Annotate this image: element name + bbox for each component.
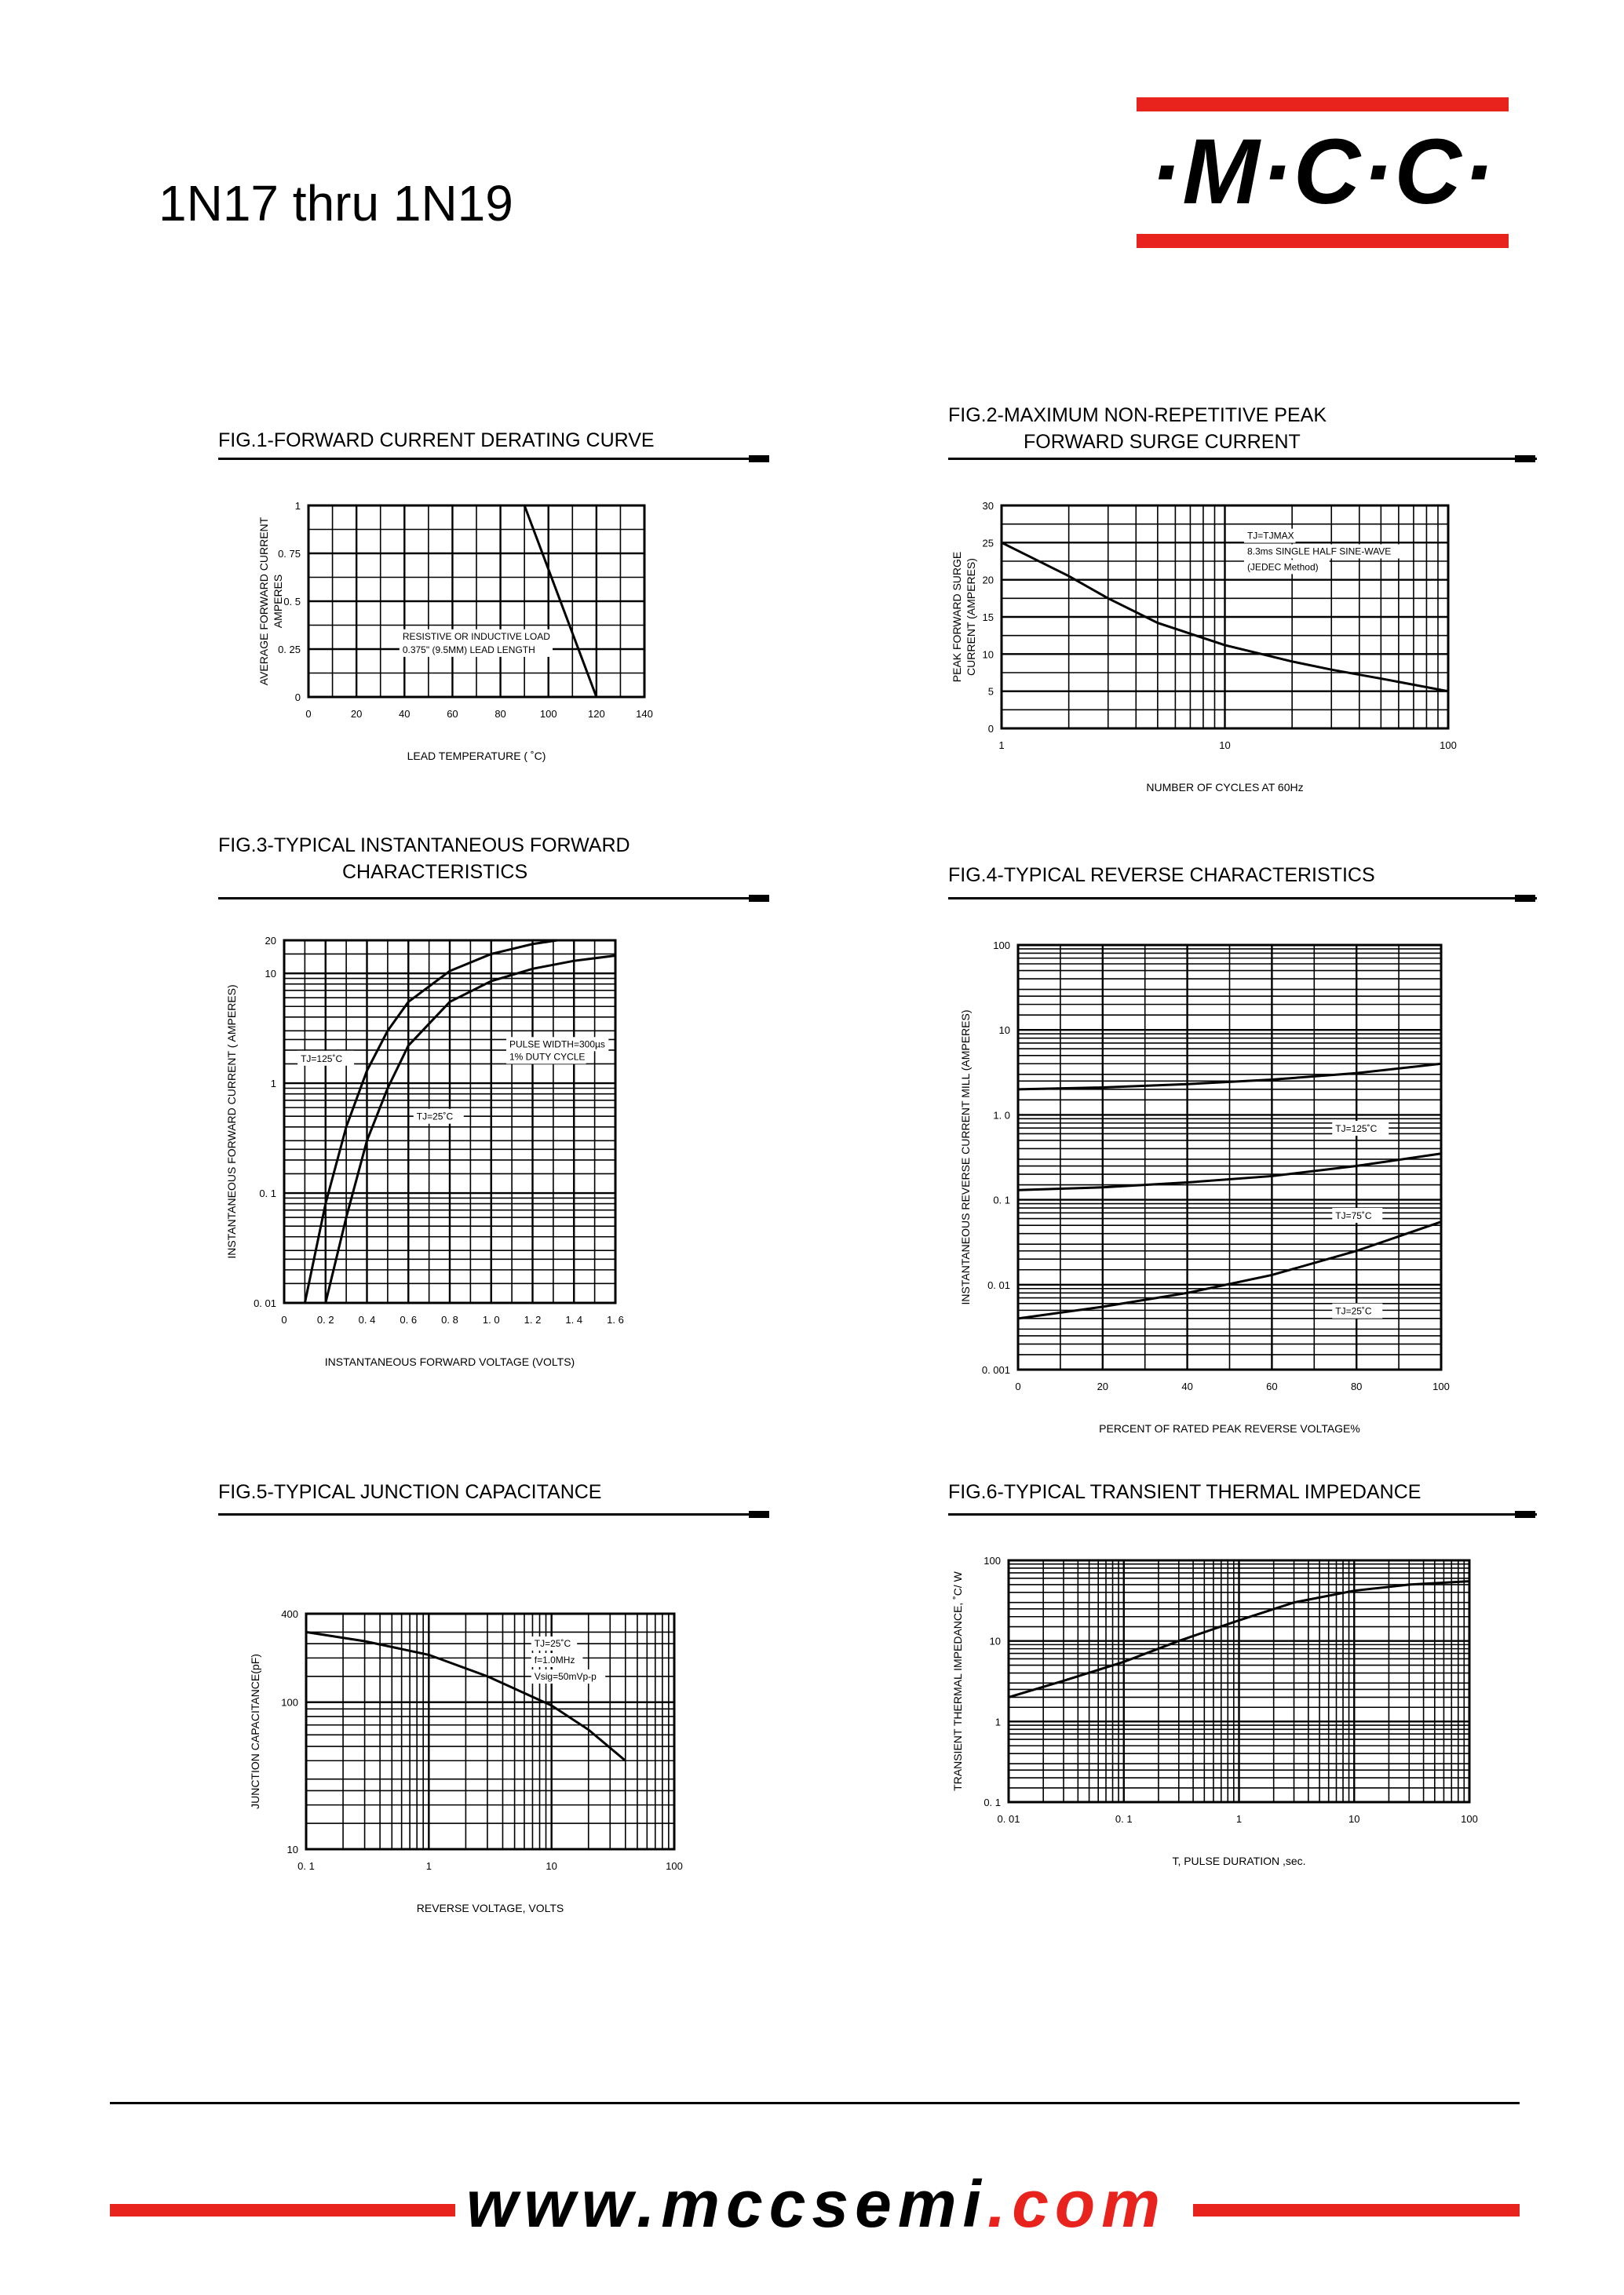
fig4-series-0-label: TJ=125˚C — [1335, 1123, 1378, 1135]
fig1-x-tick-label: 140 — [636, 708, 653, 720]
fig4-x-tick-label: 20 — [1097, 1381, 1109, 1392]
fig2-y-tick-label: 15 — [982, 611, 994, 623]
fig5-x-tick-label: 1 — [425, 1860, 432, 1872]
fig4-y-tick-label: 0. 1 — [993, 1194, 1010, 1206]
fig4-x-tick-label: 80 — [1350, 1381, 1363, 1392]
fig3-x-tick-label: 0. 8 — [441, 1314, 458, 1326]
footer-rule — [110, 2102, 1520, 2104]
fig3-rule — [218, 897, 769, 899]
fig4-x-tick-label: 0 — [1015, 1381, 1021, 1392]
fig3-x-tick-label: 0 — [281, 1314, 287, 1326]
fig2-annotation: 8.3ms SINGLE HALF SINE-WAVE — [1246, 545, 1392, 557]
fig5-x-tick-label: 10 — [546, 1860, 557, 1872]
fig1-x-axis-label: LEAD TEMPERATURE ( ˚C) — [407, 750, 546, 762]
fig5-annotation: TJ=25˚C — [534, 1638, 571, 1649]
fig4-y-tick-label: 0. 01 — [987, 1279, 1010, 1291]
fig6-y-tick-label: 10 — [989, 1635, 1001, 1647]
fig3-y-tick-label: 10 — [265, 968, 276, 980]
fig1-x-tick-label: 20 — [350, 708, 363, 720]
fig1-rule — [218, 458, 769, 460]
fig1-tab — [749, 455, 769, 462]
fig3-series-0-label: TJ=125˚C — [301, 1053, 343, 1064]
fig1-x-tick-label: 80 — [494, 708, 506, 720]
fig1-chart — [196, 487, 808, 832]
fig1-y-tick-label: 0. 75 — [278, 548, 301, 560]
logo-top-bar — [1137, 97, 1509, 111]
fig4-x-tick-label: 40 — [1181, 1381, 1193, 1392]
fig6-x-tick-label: 100 — [1461, 1813, 1478, 1825]
fig3-tab — [749, 895, 769, 902]
fig1-y-tick-label: 0 — [294, 691, 301, 703]
fig5-y-tick-label: 10 — [286, 1844, 298, 1855]
fig3-y-tick-label: 0. 01 — [254, 1297, 276, 1309]
fig2-annotation: TJ=TJMAX — [1246, 530, 1294, 542]
fig6-rule — [948, 1513, 1537, 1516]
fig1-x-tick-label: 40 — [399, 708, 411, 720]
fig1-annotation: RESISTIVE OR INDUCTIVE LOAD — [402, 630, 550, 642]
footer-left-bar — [110, 2204, 455, 2217]
fig3-series-1-label: TJ=25˚C — [416, 1111, 454, 1122]
fig5-x-tick-label: 0. 1 — [297, 1860, 315, 1872]
fig5-chart — [196, 1585, 808, 1931]
fig2-rule — [948, 458, 1537, 460]
fig2-y-tick-label: 25 — [982, 537, 994, 549]
fig4-x-axis-label: PERCENT OF RATED PEAK REVERSE VOLTAGE% — [1099, 1422, 1360, 1435]
fig5-x-axis-label: REVERSE VOLTAGE, VOLTS — [416, 1902, 564, 1914]
fig6-title: FIG.6-TYPICAL TRANSIENT THERMAL IMPEDANCE — [948, 1481, 1421, 1503]
fig2-title — [948, 402, 1624, 455]
fig3-x-tick-label: 0. 4 — [358, 1314, 376, 1326]
fig3-title — [218, 832, 768, 885]
fig1-x-tick-label: 0 — [305, 708, 312, 720]
fig3-x-tick-label: 1. 2 — [524, 1314, 542, 1326]
fig1-x-tick-label: 100 — [539, 708, 557, 720]
fig6-y-axis-label: TRANSIENT THERMAL IMPEDANCE, ˚C/ W — [951, 1571, 964, 1791]
fig3-y-tick-label: 1 — [270, 1078, 276, 1090]
fig4-y-tick-label: 1. 0 — [993, 1109, 1010, 1122]
fig6-x-tick-label: 10 — [1348, 1813, 1360, 1825]
fig4-title: FIG.4-TYPICAL REVERSE CHARACTERISTICS — [948, 864, 1375, 886]
fig3-annotation: PULSE WIDTH=300µs — [509, 1038, 605, 1050]
fig2-x-tick-label: 10 — [1219, 739, 1231, 751]
fig6-x-tick-label: 1 — [1235, 1813, 1243, 1825]
fig1-x-tick-label: 120 — [588, 708, 605, 720]
fig2-title-line1: FIG.2-MAXIMUM NON-REPETITIVE PEAK — [948, 404, 1327, 426]
fig4-chart — [930, 926, 1542, 1435]
fig2-x-tick-label: 1 — [998, 739, 1005, 751]
fig2-y-axis-label: CURRENT (AMPERES) — [965, 558, 977, 676]
footer-url[interactable] — [440, 2165, 1193, 2243]
fig2-y-axis-label: PEAK FORWARD SURGE — [951, 551, 963, 683]
fig6-x-tick-label: 0. 1 — [1115, 1813, 1133, 1825]
fig5-tab — [749, 1511, 769, 1518]
fig2-y-tick-label: 10 — [982, 648, 994, 661]
logo-bottom-bar — [1137, 234, 1509, 248]
fig5-plot-frame — [306, 1614, 674, 1849]
fig6-chart — [930, 1546, 1542, 1923]
fig2-title-line2: FORWARD SURGE CURRENT — [1024, 431, 1301, 453]
fig1-y-tick-label: 0. 25 — [278, 644, 301, 655]
fig4-series-2-label: TJ=25˚C — [1335, 1305, 1372, 1317]
fig3-x-tick-label: 1. 0 — [482, 1314, 500, 1326]
footer-url-suffix: .com — [987, 2167, 1166, 2241]
fig1-y-axis-label: AVERAGE FORWARD CURRENT — [257, 516, 270, 686]
fig2-x-tick-label: 100 — [1440, 739, 1457, 751]
fig4-y-tick-label: 100 — [993, 940, 1010, 951]
fig3-title-line1: FIG.3-TYPICAL INSTANTANEOUS FORWARD — [218, 834, 630, 856]
fig3-x-tick-label: 0. 6 — [400, 1314, 418, 1326]
fig3-annotation: 1% DUTY CYCLE — [509, 1051, 586, 1063]
fig5-x-tick-label: 100 — [666, 1860, 683, 1872]
footer-url-prefix: www. — [466, 2167, 662, 2241]
fig3-x-tick-label: 0. 2 — [316, 1314, 334, 1326]
fig1-y-tick-label: 1 — [294, 500, 301, 512]
fig3-x-tick-label: 1. 4 — [565, 1314, 583, 1326]
fig2-y-tick-label: 0 — [987, 723, 994, 735]
fig4-y-tick-label: 10 — [998, 1024, 1010, 1037]
fig4-y-tick-label: 0. 001 — [981, 1364, 1010, 1376]
fig2-x-axis-label: NUMBER OF CYCLES AT 60Hz — [1146, 781, 1304, 794]
fig3-y-tick-label: 0. 1 — [259, 1188, 276, 1200]
fig2-chart — [930, 487, 1542, 816]
fig1-annotation: 0.375" (9.5MM) LEAD LENGTH — [402, 644, 535, 655]
fig5-rule — [218, 1513, 769, 1516]
fig3-chart — [196, 926, 808, 1366]
fig6-x-tick-label: 0. 01 — [997, 1813, 1020, 1825]
fig5-y-axis-label: JUNCTION CAPACITANCE(pF) — [249, 1654, 261, 1809]
page-title: 1N17 thru 1N19 — [159, 175, 513, 232]
fig2-annotation: (JEDEC Method) — [1246, 561, 1319, 573]
fig4-rule — [948, 897, 1537, 899]
fig2-y-tick-label: 5 — [987, 685, 994, 698]
fig3-y-tick-label: 20 — [265, 935, 276, 947]
fig6-tab — [1515, 1511, 1535, 1518]
fig5-y-tick-label: 100 — [281, 1696, 298, 1709]
fig2-y-tick-label: 20 — [982, 574, 994, 586]
fig2-y-tick-label: 30 — [982, 500, 994, 512]
footer-url-main: mccsemi — [661, 2167, 987, 2241]
fig1-y-tick-label: 0. 5 — [283, 596, 301, 608]
fig6-y-tick-label: 100 — [984, 1555, 1001, 1567]
fig6-y-tick-label: 0. 1 — [984, 1797, 1001, 1808]
fig2-tab — [1515, 455, 1535, 462]
fig3-y-axis-label: INSTANTANEOUS FORWARD CURRENT ( AMPERES) — [225, 984, 238, 1259]
fig4-series-1-label: TJ=75˚C — [1335, 1210, 1372, 1221]
fig5-annotation: f=1.0MHz — [534, 1655, 575, 1666]
fig3-x-tick-label: 1. 6 — [607, 1314, 624, 1326]
fig4-y-axis-label: INSTANTANEOUS REVERSE CURRENT MILL (AMPERES) — [959, 1009, 972, 1305]
fig3-title-line2: CHARACTERISTICS — [342, 861, 528, 883]
fig6-x-axis-label: T, PULSE DURATION ,sec. — [1172, 1855, 1306, 1867]
fig5-title: FIG.5-TYPICAL JUNCTION CAPACITANCE — [218, 1481, 602, 1503]
fig3-x-axis-label: INSTANTANEOUS FORWARD VOLTAGE (VOLTS) — [324, 1355, 575, 1368]
fig5-annotation: Vsig=50mVp-p — [534, 1671, 597, 1682]
fig4-x-tick-label: 60 — [1266, 1381, 1278, 1392]
fig1-title: FIG.1-FORWARD CURRENT DERATING CURVE — [218, 429, 655, 451]
fig6-y-tick-label: 1 — [994, 1716, 1001, 1728]
fig4-tab — [1515, 895, 1535, 902]
footer-right-bar — [1193, 2204, 1520, 2217]
fig1-x-tick-label: 60 — [447, 708, 458, 720]
fig1-y-axis-label: AMPERES — [272, 574, 284, 629]
mcc-logo: ·M·C·C· — [1150, 120, 1495, 224]
fig5-y-tick-label: 400 — [281, 1608, 298, 1620]
fig4-x-tick-label: 100 — [1432, 1381, 1450, 1392]
